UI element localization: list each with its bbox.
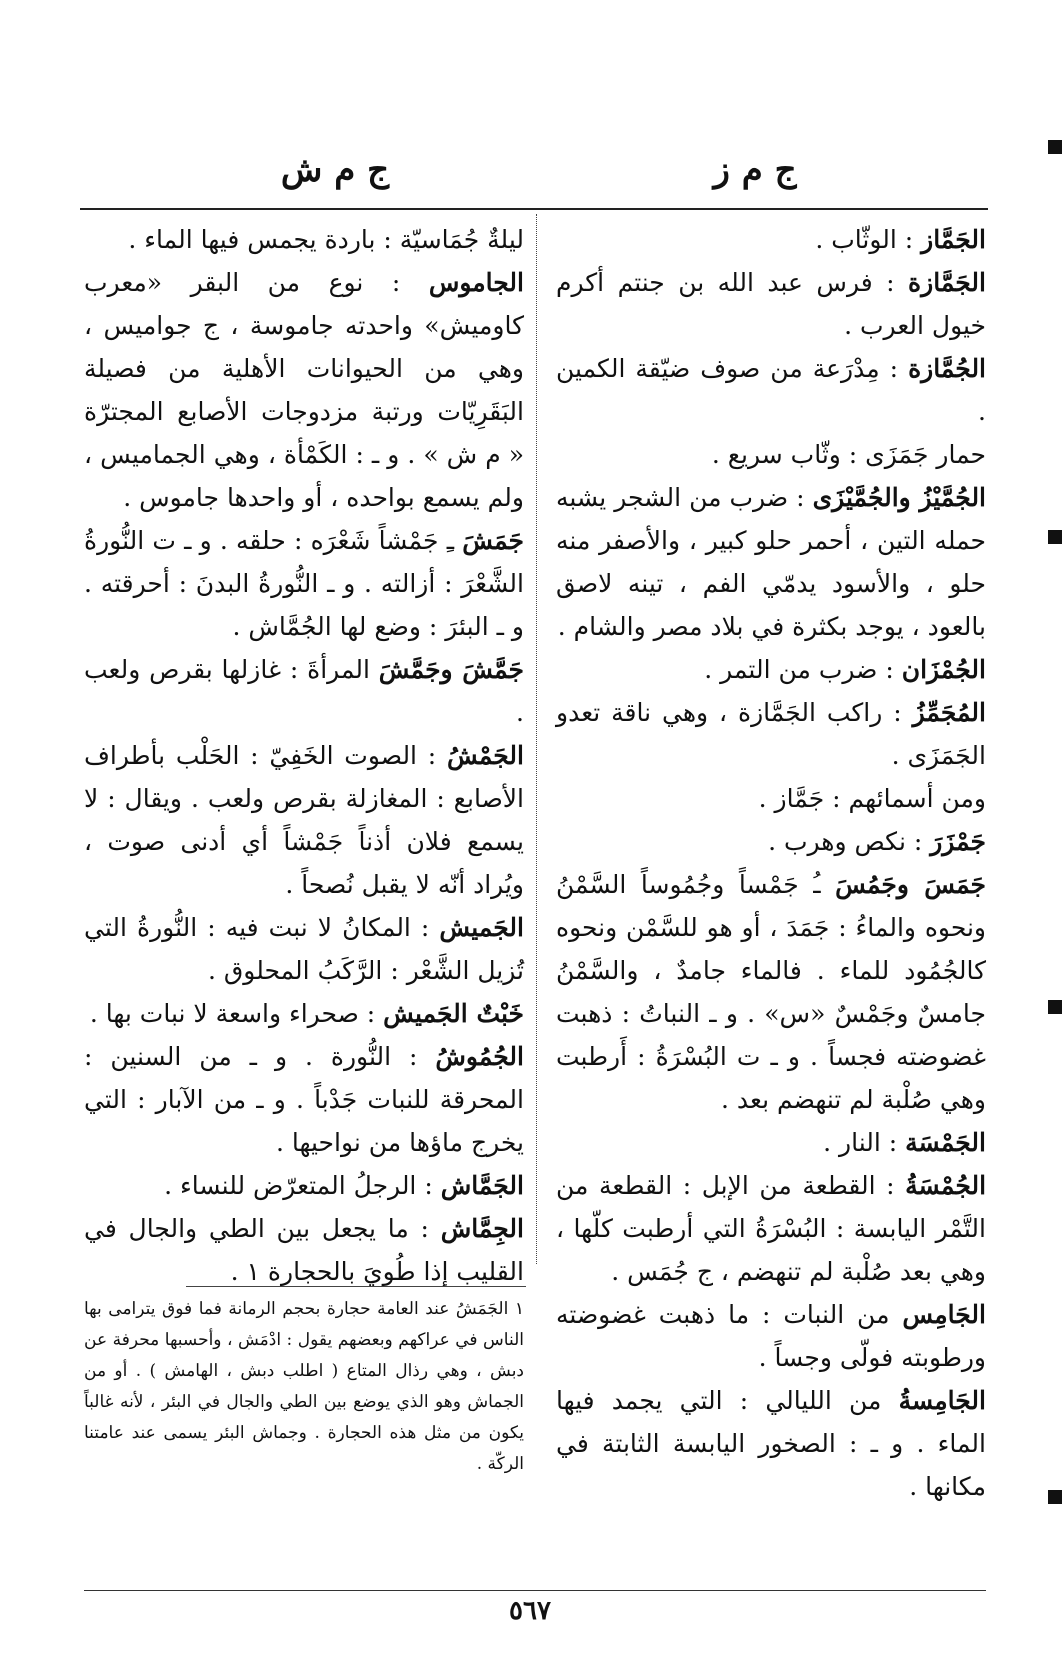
definition: : نكص وهرب . (768, 827, 923, 856)
definition: : النُّورة . و ـ من السنين : المحرقة للنبات جَدْباً . و ـ من الآبار : التي يخرج ماؤها من نواحيها . (84, 1042, 524, 1157)
headword: جَمْزَرَ (930, 827, 986, 856)
left-column-entry (84, 906, 524, 992)
left-column-entry (84, 218, 524, 261)
headword: جَمَّشَ وجَمَّشَ (378, 655, 524, 684)
right-column-entry (556, 261, 986, 347)
headword: الجُمْسَةُ (905, 1171, 987, 1200)
definition: من النبات : ما ذهبت غضوضته ورطوبته فولّى وجساً . (556, 1300, 986, 1372)
right-column-entry (556, 476, 986, 648)
right-column (556, 218, 986, 1508)
definition: : القطعة من الإبل : القطعة من التَّمْر اليابسة : البُسْرَةُ التي أرطبت كلّها ، وهي بعد صُلْبة لم تنهضم ، ج جُمَس . (556, 1171, 986, 1286)
right-column-entry (556, 1164, 986, 1293)
headword: خَبْتٌ الجَميش (383, 999, 524, 1028)
definition: من الليالي : التي يجمد فيها الماء . و ـ : الصخور اليابسة الثابتة في مكانها . (556, 1386, 986, 1501)
headword: الجُمُوشُ (435, 1042, 524, 1071)
definition: : صحراء واسعة لا نبات بها . (89, 999, 376, 1028)
edge-mark (1048, 1000, 1062, 1014)
definition: : الصوت الخَفِيّ : الحَلْب بأطراف الأصابع : المغازلة بقرص ولعب . ويقال : لا يسمع فلان أذناً جَمْشاً أي أدنى صوت ، ويُراد أنّه لا يقبل نُصحاً . (84, 741, 524, 899)
right-column-root-header: ج م ز (713, 150, 797, 190)
definition: حمار جَمَزَى : وثّاب سريع . (711, 440, 986, 469)
right-column-entry (556, 218, 986, 261)
headword: الجَمَّازة (908, 268, 986, 297)
definition: ـِ جَمْشاً شَعْرَه : حلقه . و ـ ت النُّورةُ الشَّعْرَ : أزالته . و ـ النُّورةُ البدنَ : أحرقته . و ـ البئرَ : وضع لها الجُمَّاش . (84, 526, 524, 641)
left-column-entry (84, 648, 524, 734)
left-column (84, 218, 524, 1293)
left-column-entry (84, 992, 524, 1035)
headword: الجَامِس (902, 1300, 986, 1329)
headword: المُجَمِّزُ (912, 698, 986, 727)
definition: ومن أسمائهم : جَمَّاز . (758, 784, 986, 813)
headword: جَمَشَ (462, 526, 524, 555)
headword: الجَميش (439, 913, 524, 942)
definition: : ضرب من التمر . (704, 655, 894, 684)
right-column-entry (556, 1121, 986, 1164)
right-column-entry (556, 433, 986, 476)
right-column-entry (556, 691, 986, 777)
right-column-entry (556, 347, 986, 433)
footnote: ١ الجَمَشُ عند العامة حجارة بحجم الرمانة فما فوق يترامى بها الناس في عراكهم وبعضهم يقول : ادْمَش ، وأحسبها محرفة عن دبش ، وهي رذال المتاع ( اطلب دبش ، الهامش ) . أو من الجماش وهو الذي يوضع بين الطي والجال في البئر ، لأنه غالباً يكون من مثل هذه الحجارة . وجماش البئر يسمى عند عامتنا الركّة . (84, 1299, 524, 1474)
headword: الجُمَّيْزُ والجُمَّيْزَى (812, 483, 987, 512)
edge-mark (1048, 530, 1062, 544)
left-column-root-header: ج م ش (280, 150, 390, 190)
edge-mark (1048, 140, 1062, 154)
definition: : الرجلُ المتعرّض للنساء . (164, 1171, 433, 1200)
definition: : ما يجعل بين الطي والجال في القليب إذا طُويَ بالحجارة ١ . (84, 1214, 524, 1286)
left-column-entry (84, 734, 524, 906)
right-column-entry (556, 820, 986, 863)
left-column-entry (84, 1164, 524, 1207)
definition: ليلةٌ جُمَاسيّة : باردة يجمس فيها الماء . (128, 225, 524, 254)
headword: الجَمَّاش (440, 1171, 524, 1200)
footnote-rule (186, 1286, 526, 1287)
headword: الجاموس (428, 268, 524, 297)
top-rule (80, 208, 988, 210)
definition: المرأةَ : غازلها بقرص ولعب . (84, 655, 524, 727)
left-column-entry (84, 1207, 524, 1293)
left-column-entry (84, 1035, 524, 1164)
headword: الجَامِسةُ (898, 1386, 986, 1415)
definition: ـُ جَمْساً وجُمُوساً السَّمْنُ ونحوه والماءُ : جَمَدَ ، أو هو للسَّمْن ونحوه كالجُمُود للماء . فالماء جامدٌ ، والسَّمْنُ جامسٌ وجَمْسٌ «س» . و ـ النباتُ : ذهبت غضوضته فجساً . و ـ ت البُسْرَةُ : أَرطبت وهي صُلْبة لم تنهضم بعد . (556, 870, 986, 1114)
page-number: ٥٦٧ (509, 1596, 551, 1626)
left-column-entry (84, 519, 524, 648)
headword: الجُمْزَان (901, 655, 986, 684)
definition: : ضرب من الشجر يشبه حمله التين ، أحمر حلو كبير ، والأصفر منه حلو ، والأسود يدمّي الفم ، تينه لاصق بالعود ، يوجد بكثرة في بلاد مصر والشام . (556, 483, 986, 641)
bottom-rule (84, 1590, 986, 1591)
definition: : النار . (823, 1128, 898, 1157)
edge-mark (1048, 1490, 1062, 1504)
definition: : المكانُ لا نبت فيه : النُّورةُ التي تُزيل الشَّعْر : الرَّكَبُ المحلوق . (84, 913, 524, 985)
column-divider (536, 214, 537, 1264)
right-column-entry (556, 648, 986, 691)
definition: : مِدْرَعة من صوف ضيّقة الكمين . (556, 354, 986, 426)
definition: : الوثّاب . (815, 225, 914, 254)
right-column-entry (556, 1293, 986, 1379)
headword: جَمَسَ وجَمُسَ (835, 870, 986, 899)
right-column-entry (556, 777, 986, 820)
left-column-entry (84, 261, 524, 519)
definition: : فرس عبد الله بن جنتم أكرم خيول العرب . (556, 268, 986, 340)
definition: : نوع من البقر «معرب كاوميش» واحدته جاموسة ، ج جواميس ، وهي من الحيوانات الأهلية من فصيلة البَقَرِيّات ورتبة مزدوجات الأصابع المجترّة « م ش » . و ـ : الكَمْأة ، وهي الجماميس ، ولم يسمع بواحده ، أو واحدها جاموس . (84, 268, 524, 512)
definition: : راكب الجَمَّازة ، وهي ناقة تعدو الجَمَزَى . (556, 698, 986, 770)
headword: الجَمْشُ (446, 741, 524, 770)
right-column-entry (556, 1379, 986, 1508)
right-column-entry (556, 863, 986, 1121)
headword: الجَمْسَة (905, 1128, 986, 1157)
headword: الجَمَّاز (921, 225, 986, 254)
headword: الجِمَّاش (440, 1214, 524, 1243)
headword: الجُمَّازة (908, 354, 987, 383)
